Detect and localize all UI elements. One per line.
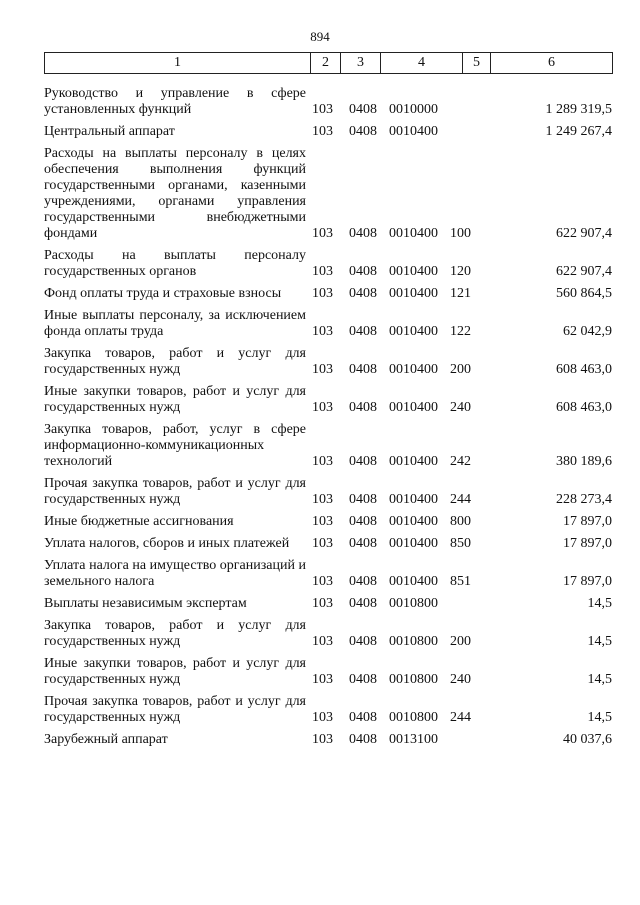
row-subsection-code: 0408 (349, 362, 377, 377)
row-subsection-code: 0408 (349, 514, 377, 529)
column-header-3: 3 (341, 53, 381, 74)
row-description: Фонд оплаты труда и страховые взносы (44, 286, 282, 301)
row-target-article-code: 0010800 (389, 596, 438, 611)
row-section-code: 103 (312, 102, 333, 117)
table-row (44, 536, 612, 552)
row-description: Руководство и управление в сфере установленных функций (44, 86, 306, 117)
row-target-article-code: 0010400 (389, 454, 438, 469)
table-row (44, 422, 612, 470)
table-row (44, 618, 612, 650)
row-description: Зарубежный аппарат (44, 732, 168, 747)
table-row (44, 248, 612, 280)
row-section-code: 103 (312, 514, 333, 529)
table-row (44, 732, 612, 748)
row-description: Выплаты независимым экспертам (44, 596, 247, 611)
row-section-code: 103 (312, 264, 333, 279)
row-subsection-code: 0408 (349, 492, 377, 507)
row-amount: 17 897,0 (563, 514, 612, 529)
row-section-code: 103 (312, 596, 333, 611)
row-subsection-code: 0408 (349, 226, 377, 241)
row-section-code: 103 (312, 226, 333, 241)
row-section-code: 103 (312, 634, 333, 649)
row-description: Закупка товаров, работ и услуг для государственных нужд (44, 346, 306, 377)
row-expense-type-code: 200 (450, 634, 471, 649)
column-header-5: 5 (463, 53, 491, 74)
row-target-article-code: 0010800 (389, 634, 438, 649)
row-description: Иные закупки товаров, работ и услуг для государственных нужд (44, 656, 306, 687)
row-amount: 1 289 319,5 (545, 102, 612, 117)
column-header-row (45, 53, 613, 74)
table-row (44, 656, 612, 688)
row-target-article-code: 0010400 (389, 362, 438, 377)
row-amount: 14,5 (587, 596, 612, 611)
row-amount: 17 897,0 (563, 574, 612, 589)
table-row (44, 308, 612, 340)
row-subsection-code: 0408 (349, 732, 377, 747)
row-expense-type-code: 800 (450, 514, 471, 529)
table-row (44, 86, 612, 118)
row-expense-type-code: 242 (450, 454, 471, 469)
column-header-1: 1 (45, 53, 311, 74)
row-section-code: 103 (312, 536, 333, 551)
row-description: Расходы на выплаты персоналу в целях обеспечения выполнения функций государственными органами, казенными учреждениями, органами управления государственными внебюджетными фондами (44, 146, 306, 241)
row-section-code: 103 (312, 362, 333, 377)
budget-rows (44, 86, 612, 754)
column-header-2: 2 (311, 53, 341, 74)
row-expense-type-code: 121 (450, 286, 471, 301)
row-subsection-code: 0408 (349, 400, 377, 415)
row-expense-type-code: 244 (450, 710, 471, 725)
row-amount: 380 189,6 (556, 454, 612, 469)
column-header-4: 4 (381, 53, 463, 74)
row-description: Уплата налогов, сборов и иных платежей (44, 536, 290, 551)
row-amount: 17 897,0 (563, 536, 612, 551)
row-section-code: 103 (312, 574, 333, 589)
table-row (44, 124, 612, 140)
row-amount: 622 907,4 (556, 264, 612, 279)
row-target-article-code: 0010400 (389, 324, 438, 339)
row-amount: 1 249 267,4 (545, 124, 612, 139)
row-target-article-code: 0010800 (389, 710, 438, 725)
row-expense-type-code: 851 (450, 574, 471, 589)
row-expense-type-code: 200 (450, 362, 471, 377)
row-subsection-code: 0408 (349, 286, 377, 301)
row-expense-type-code: 120 (450, 264, 471, 279)
row-target-article-code: 0013100 (389, 732, 438, 747)
table-row (44, 286, 612, 302)
row-section-code: 103 (312, 324, 333, 339)
row-description: Прочая закупка товаров, работ и услуг для государственных нужд (44, 694, 306, 725)
page-number: 894 (310, 29, 330, 44)
row-subsection-code: 0408 (349, 324, 377, 339)
row-expense-type-code: 240 (450, 400, 471, 415)
row-target-article-code: 0010800 (389, 672, 438, 687)
row-target-article-code: 0010400 (389, 574, 438, 589)
row-description: Иные закупки товаров, работ и услуг для государственных нужд (44, 384, 306, 415)
row-target-article-code: 0010400 (389, 264, 438, 279)
row-amount: 228 273,4 (556, 492, 612, 507)
row-subsection-code: 0408 (349, 574, 377, 589)
row-subsection-code: 0408 (349, 672, 377, 687)
row-section-code: 103 (312, 454, 333, 469)
row-target-article-code: 0010400 (389, 226, 438, 241)
row-target-article-code: 0010400 (389, 492, 438, 507)
row-amount: 622 907,4 (556, 226, 612, 241)
column-header-6: 6 (491, 53, 613, 74)
row-subsection-code: 0408 (349, 454, 377, 469)
row-description: Прочая закупка товаров, работ и услуг для государственных нужд (44, 476, 306, 507)
row-amount: 14,5 (587, 710, 612, 725)
row-subsection-code: 0408 (349, 536, 377, 551)
row-amount: 14,5 (587, 634, 612, 649)
row-subsection-code: 0408 (349, 124, 377, 139)
row-subsection-code: 0408 (349, 264, 377, 279)
row-description: Расходы на выплаты персоналу государственных органов (44, 248, 306, 279)
row-expense-type-code: 244 (450, 492, 471, 507)
row-amount: 560 864,5 (556, 286, 612, 301)
row-section-code: 103 (312, 124, 333, 139)
row-expense-type-code: 240 (450, 672, 471, 687)
row-subsection-code: 0408 (349, 710, 377, 725)
row-section-code: 103 (312, 710, 333, 725)
row-description: Иные бюджетные ассигнования (44, 514, 234, 529)
table-row (44, 384, 612, 416)
table-row (44, 694, 612, 726)
column-header-table (44, 52, 613, 74)
row-subsection-code: 0408 (349, 596, 377, 611)
row-amount: 62 042,9 (563, 324, 612, 339)
row-target-article-code: 0010000 (389, 102, 438, 117)
row-expense-type-code: 122 (450, 324, 471, 339)
row-section-code: 103 (312, 400, 333, 415)
table-row (44, 146, 612, 242)
row-expense-type-code: 850 (450, 536, 471, 551)
row-target-article-code: 0010400 (389, 124, 438, 139)
row-subsection-code: 0408 (349, 102, 377, 117)
row-description: Центральный аппарат (44, 124, 175, 139)
row-target-article-code: 0010400 (389, 536, 438, 551)
row-expense-type-code: 100 (450, 226, 471, 241)
row-section-code: 103 (312, 732, 333, 747)
table-row (44, 558, 612, 590)
row-amount: 608 463,0 (556, 362, 612, 377)
table-row (44, 346, 612, 378)
table-row (44, 476, 612, 508)
row-description: Иные выплаты персоналу, за исключением фонда оплаты труда (44, 308, 306, 339)
row-section-code: 103 (312, 672, 333, 687)
row-description: Уплата налога на имущество организаций и земельного налога (44, 558, 306, 589)
row-amount: 40 037,6 (563, 732, 612, 747)
row-target-article-code: 0010400 (389, 400, 438, 415)
row-description: Закупка товаров, работ, услуг в сфере информационно-коммуникационных технологий (44, 422, 306, 469)
table-row (44, 596, 612, 612)
row-amount: 14,5 (587, 672, 612, 687)
row-target-article-code: 0010400 (389, 286, 438, 301)
row-target-article-code: 0010400 (389, 514, 438, 529)
row-description: Закупка товаров, работ и услуг для государственных нужд (44, 618, 306, 649)
table-row (44, 514, 612, 530)
row-amount: 608 463,0 (556, 400, 612, 415)
row-section-code: 103 (312, 286, 333, 301)
row-subsection-code: 0408 (349, 634, 377, 649)
row-section-code: 103 (312, 492, 333, 507)
